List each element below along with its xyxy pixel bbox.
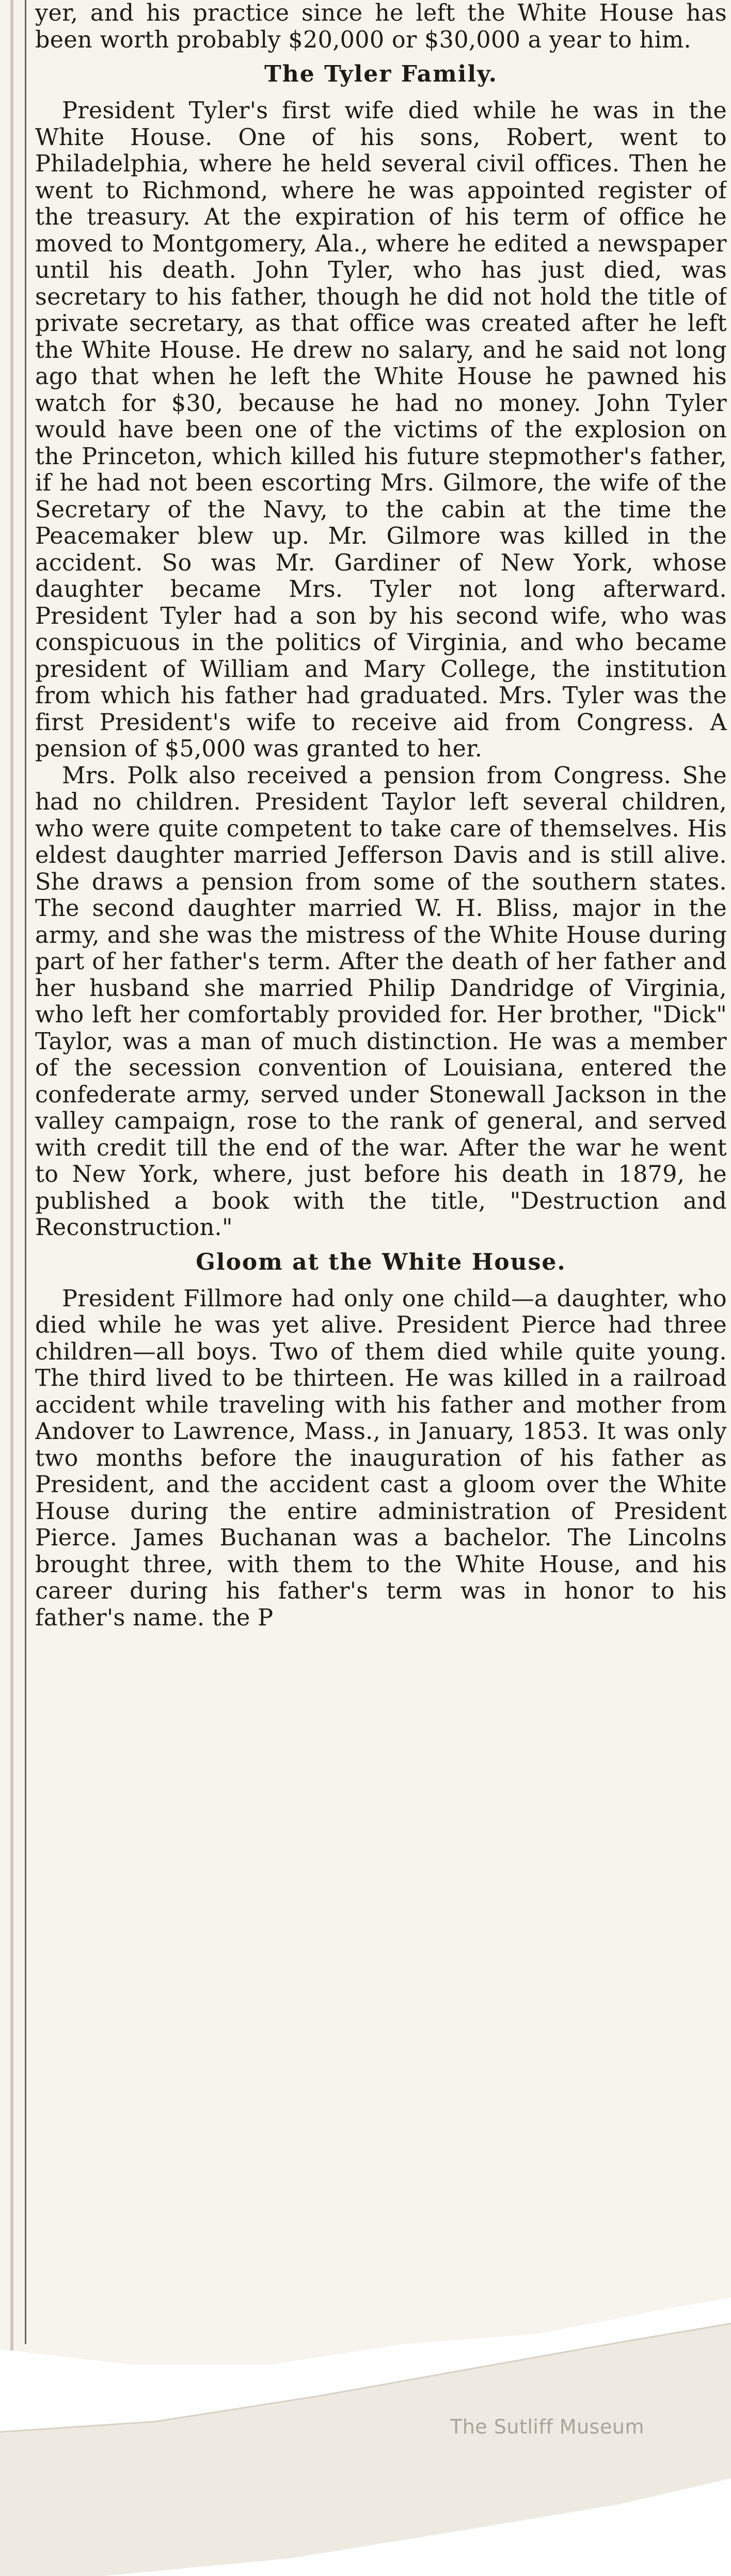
column-rule (25, 0, 26, 2344)
opening-paragraph: yer, and his practice since he left the White House has been worth probably $20,000 or $30,000 a year to him. (35, 0, 727, 53)
article-column (35, 0, 727, 2334)
museum-watermark: The Sutliff Museum (450, 2415, 644, 2438)
fold-line (10, 0, 13, 2375)
paragraph-tyler-family: President Tyler's first wife died while he was in the White House. One of his sons, Robert, went to Philadelphia, where he held several civil offices. Then he went to Richmond, where he was appointed register of the treasury. At the expiration of his term of office he moved to Montgomery, Ala., where he edited a newspaper until his death. John Tyler, who has just died, was secretary to his father, though he did not hold the title of private secretary, as that office was created after he left the White House. He drew no salary, and he said not long ago that when he left the White House he pawned his watch for $30, because he had no money. John Tyler would have been one of the victims of the explosion on the Princeton, which killed his future stepmother's father, if he had not been escorting Mrs. Gilmore, the wife of the Secretary of the Navy, to the cabin at the time the Peacemaker blew up. Mr. Gilmore was killed in the accident. So was Mr. Gardiner of New York, whose daughter became Mrs. Tyler not long afterward. President Tyler had a son by his second wife, who was conspicuous in the politics of Virginia, and who became president of William and Mary College, the institution from which his father had graduated. Mrs. Tyler was the first President's wife to receive aid from Congress. A pension of $5,000 was granted to her. (35, 98, 727, 762)
section-heading-gloom: Gloom at the White House. (196, 1249, 566, 1275)
section-heading-tyler-family: The Tyler Family. (264, 61, 498, 87)
paragraph-polk-taylor: Mrs. Polk also received a pension from Congress. She had no children. President Taylor left several children, who were quite competent to take care of themselves. His eldest daughter married Jefferson Davis and is still alive. She draws a pension from some of the southern states. The second daughter married W. H. Bliss, major in the army, and she was the mistress of the White House during part of her father's term. After the death of her father and her husband she married Philip Dandridge of Virginia, who left her comfortably provided for. Her brother, "Dick" Taylor, was a man of much distinction. He was a member of the secession convention of Louisiana, entered the confederate army, served under Stonewall Jackson in the valley campaign, rose to the rank of general, and served with credit till the end of the war. After the war he went to New York, where, just before his death in 1879, he published a book with the title, "Destruction and Reconstruction." (35, 762, 727, 1241)
paragraph-fillmore-pierce: President Fillmore had only one child—a daughter, who died while he was yet alive. President Pierce had three children—all boys. Two of them died while quite young. The third lived to be thirteen. He was killed in a railroad accident while traveling with his father and mother from Andover to Lawrence, Mass., in January, 1853. It was only two months before the inauguration of his father as President, and the accident cast a gloom over the White House during the entire administration of President Pierce. James Buchanan was a bachelor. The Lincolns brought three, with them to the White House, and his career during his father's term was in honor to his father's name. the P (35, 1285, 727, 1631)
